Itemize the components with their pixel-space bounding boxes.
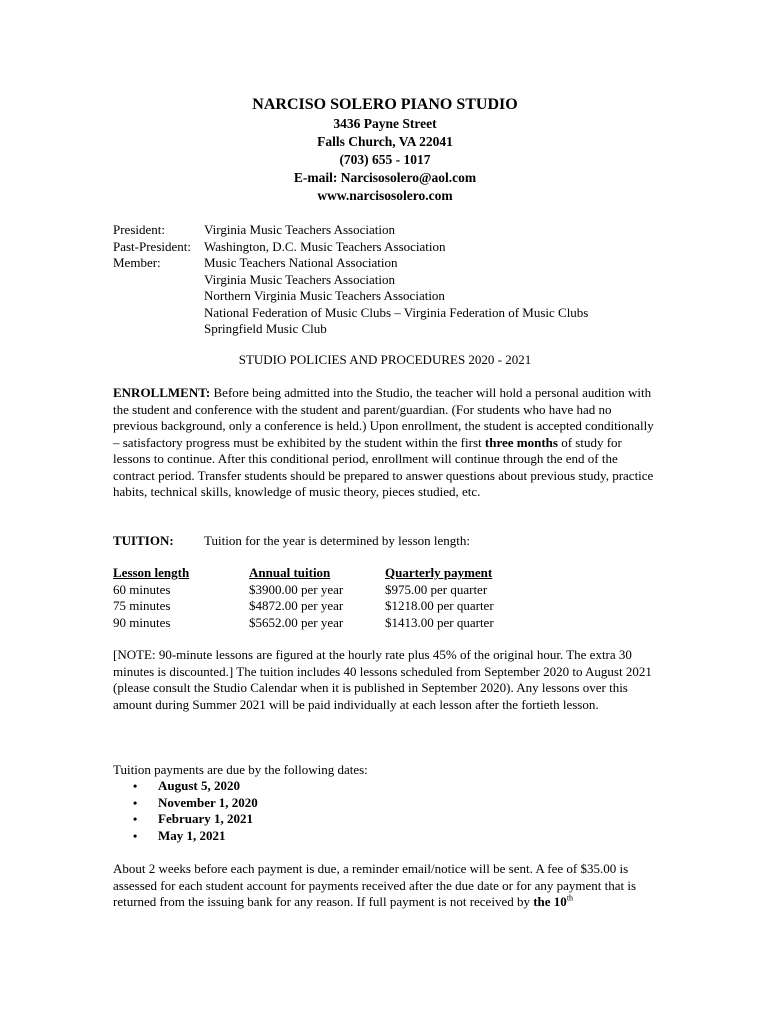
affiliation-value: Springfield Music Club — [204, 321, 327, 336]
enrollment-heading: ENROLLMENT: — [113, 385, 211, 400]
payment-date: February 1, 2021 — [158, 811, 253, 826]
studio-name: NARCISO SOLERO PIANO STUDIO — [252, 96, 518, 113]
list-item — [133, 828, 258, 845]
street-address: 3436 Payne Street — [333, 116, 437, 131]
bullet-icon: • — [133, 812, 138, 826]
list-item — [133, 778, 258, 795]
late-fee-emphasis: the 10 — [533, 894, 567, 909]
payment-due-intro: Tuition payments are due by the following dates: — [113, 762, 368, 777]
table-cell: $3900.00 per year — [249, 581, 344, 597]
table-cell: 60 minutes — [113, 581, 171, 597]
column-header: Annual tuition — [249, 565, 331, 580]
affiliation-row — [113, 321, 588, 338]
table-header-row — [113, 565, 545, 582]
table-cell: $975.00 per quarter — [385, 581, 488, 597]
table-row — [113, 615, 545, 632]
table-cell: $4872.00 per year — [249, 598, 344, 613]
table-row — [113, 598, 545, 615]
affiliation-label: Past-President: — [113, 238, 191, 254]
affiliation-value: Northern Virginia Music Teachers Association — [204, 288, 445, 303]
affiliation-label — [113, 288, 204, 305]
table-cell: $5652.00 per year — [249, 614, 344, 630]
affiliations-list — [113, 222, 588, 338]
affiliation-label — [113, 305, 204, 322]
late-fee-superscript: th — [566, 893, 574, 903]
table-cell: 75 minutes — [113, 598, 171, 613]
payment-dates-list — [133, 778, 258, 844]
late-fee-text: About 2 weeks before each payment is due, a reminder email/notice will be sent. A fee of $35.00 is assessed for each student account for payments received after the due date or for any payment that is returned from the issuing bank for any reason. If full payment is not received by — [113, 861, 637, 909]
list-item — [133, 795, 258, 812]
table-cell: $1218.00 per quarter — [385, 598, 494, 613]
list-item — [133, 811, 258, 828]
affiliation-label: Member: — [113, 255, 161, 270]
document-subtitle: STUDIO POLICIES AND PROCEDURES 2020 - 2021 — [238, 352, 532, 367]
payment-date: November 1, 2020 — [158, 794, 258, 810]
table-cell: 90 minutes — [113, 614, 171, 630]
payment-date: May 1, 2021 — [158, 827, 226, 843]
affiliation-label — [113, 321, 204, 338]
letterhead — [0, 95, 770, 205]
affiliation-row — [113, 288, 588, 305]
affiliation-row — [113, 255, 588, 272]
column-header: Quarterly payment — [385, 565, 493, 580]
website-address: www.narcisosolero.com — [317, 188, 453, 203]
payment-date: August 5, 2020 — [158, 778, 240, 793]
tuition-intro-text: Tuition for the year is determined by lesson length: — [204, 533, 470, 548]
affiliation-value: Virginia Music Teachers Association — [204, 222, 395, 237]
enrollment-emphasis: three months — [484, 434, 558, 450]
bullet-icon: • — [133, 828, 138, 843]
phone-number: (703) 655 - 1017 — [339, 152, 431, 167]
affiliation-label — [113, 272, 204, 289]
email-address: E-mail: Narcisosolero@aol.com — [293, 170, 477, 185]
affiliation-value: Washington, D.C. Music Teachers Association — [204, 238, 446, 254]
affiliation-row — [113, 239, 588, 256]
enrollment-paragraph — [113, 385, 658, 501]
bullet-icon: • — [133, 779, 138, 793]
affiliation-row — [113, 222, 588, 239]
tuition-intro — [113, 533, 470, 550]
late-fee-paragraph — [113, 861, 658, 911]
tuition-table — [113, 565, 545, 631]
table-cell: $1413.00 per quarter — [385, 614, 494, 630]
affiliation-value: Virginia Music Teachers Association — [204, 271, 395, 287]
affiliation-value: National Federation of Music Clubs – Virginia Federation of Music Clubs — [204, 304, 589, 320]
enrollment-text-a: Before being admitted into the Studio, the teacher will hold a personal audition with the student and conference with the student and parent/guardian. (For students who have had no previous background, only a conference is held.) Upon enrollment, the student is accepted conditionally – satisfactory progress must be exhibited by the student within the first — [113, 385, 654, 450]
tuition-note-paragraph: [NOTE: 90-minute lessons are figured at the hourly rate plus 45% of the original hour. The extra 30 minutes is discounted.] The tuition includes 40 lessons scheduled from September 2020 to August 2021 (please consult the Studio Calendar when it is published in September 2020). Any lessons over this amount during Summer 2021 will be paid individually at each lesson after the fortieth lesson. — [113, 647, 652, 712]
affiliation-value: Music Teachers National Association — [204, 255, 398, 270]
city-state-zip: Falls Church, VA 22041 — [317, 134, 453, 149]
column-header: Lesson length — [113, 565, 190, 580]
affiliation-label: President: — [113, 222, 165, 237]
enrollment-text-b: of study for lessons to continue. After this conditional period, enrollment will continue through the end of the contract period. Transfer students should be prepared to answer questions about previous study, practice habits, technical skills, knowledge of music theory, pieces studied, etc. — [113, 434, 654, 499]
tuition-heading: TUITION: — [113, 533, 174, 548]
affiliation-row — [113, 272, 588, 289]
affiliation-row — [113, 305, 588, 322]
table-row — [113, 582, 545, 599]
bullet-icon: • — [133, 795, 138, 810]
